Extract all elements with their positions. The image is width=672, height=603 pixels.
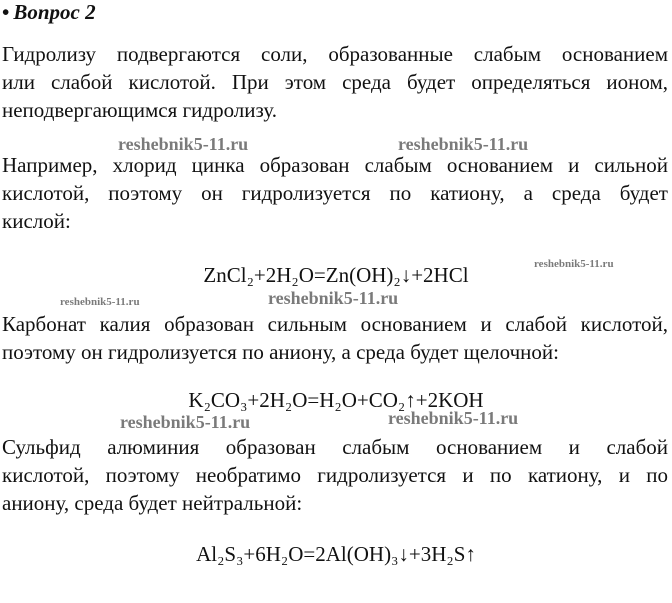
equation-aluminium-sulfide: Al₂S₃+6H₂O=2Al(OH)₃↓+3H₂S↑ [196, 542, 476, 566]
bullet-icon: • [2, 0, 10, 24]
watermark: reshebnik5-11.ru [388, 408, 519, 428]
watermark: reshebnik5-11.ru [534, 258, 614, 270]
watermark: reshebnik5-11.ru [120, 412, 251, 432]
intro-line: Гидролизу подвергаются соли, образованные слабым основанием [2, 42, 668, 66]
example-potassium-paragraph [2, 310, 668, 366]
equation-potassium-carbonate: K₂CO₃+2H₂O=H₂O+CO₂↑+2KOH [188, 388, 484, 412]
intro-line: или слабой кислотой. При этом среда будет определяться ионом, [2, 70, 668, 94]
intro-line: неподвергающимся гидролизу. [2, 98, 278, 122]
equation-zinc-chloride: ZnCl₂+2H₂O=Zn(OH)₂↓+2HCl [203, 263, 469, 287]
example-zinc-paragraph [2, 151, 668, 235]
example-line: кислотой, поэтому необратимо гидролизуется и по катиону, и по [2, 463, 668, 487]
example-line: кислотой, поэтому он гидролизуется по катиону, а среда будет [2, 181, 668, 205]
example-line: аниону, среда будет нейтральной: [2, 491, 303, 515]
watermark: reshebnik5-11.ru [118, 134, 249, 154]
watermark: reshebnik5-11.ru [398, 134, 529, 154]
example-line: Например, хлорид цинка образован слабым основанием и сильной [2, 153, 668, 177]
question-heading [2, 0, 96, 24]
example-line: Сульфид алюминия образован слабым основанием и слабой [2, 435, 668, 459]
intro-paragraph [2, 40, 668, 124]
question-title: Вопрос 2 [13, 0, 96, 24]
example-aluminium-paragraph [2, 433, 668, 517]
example-line: поэтому он гидролизуется по аниону, а среда будет щелочной: [2, 340, 559, 364]
watermark: reshebnik5-11.ru [60, 296, 140, 308]
watermark: reshebnik5-11.ru [268, 288, 399, 308]
example-line: кислой: [2, 209, 71, 233]
example-line: Карбонат калия образован сильным основанием и слабой кислотой, [2, 312, 668, 336]
